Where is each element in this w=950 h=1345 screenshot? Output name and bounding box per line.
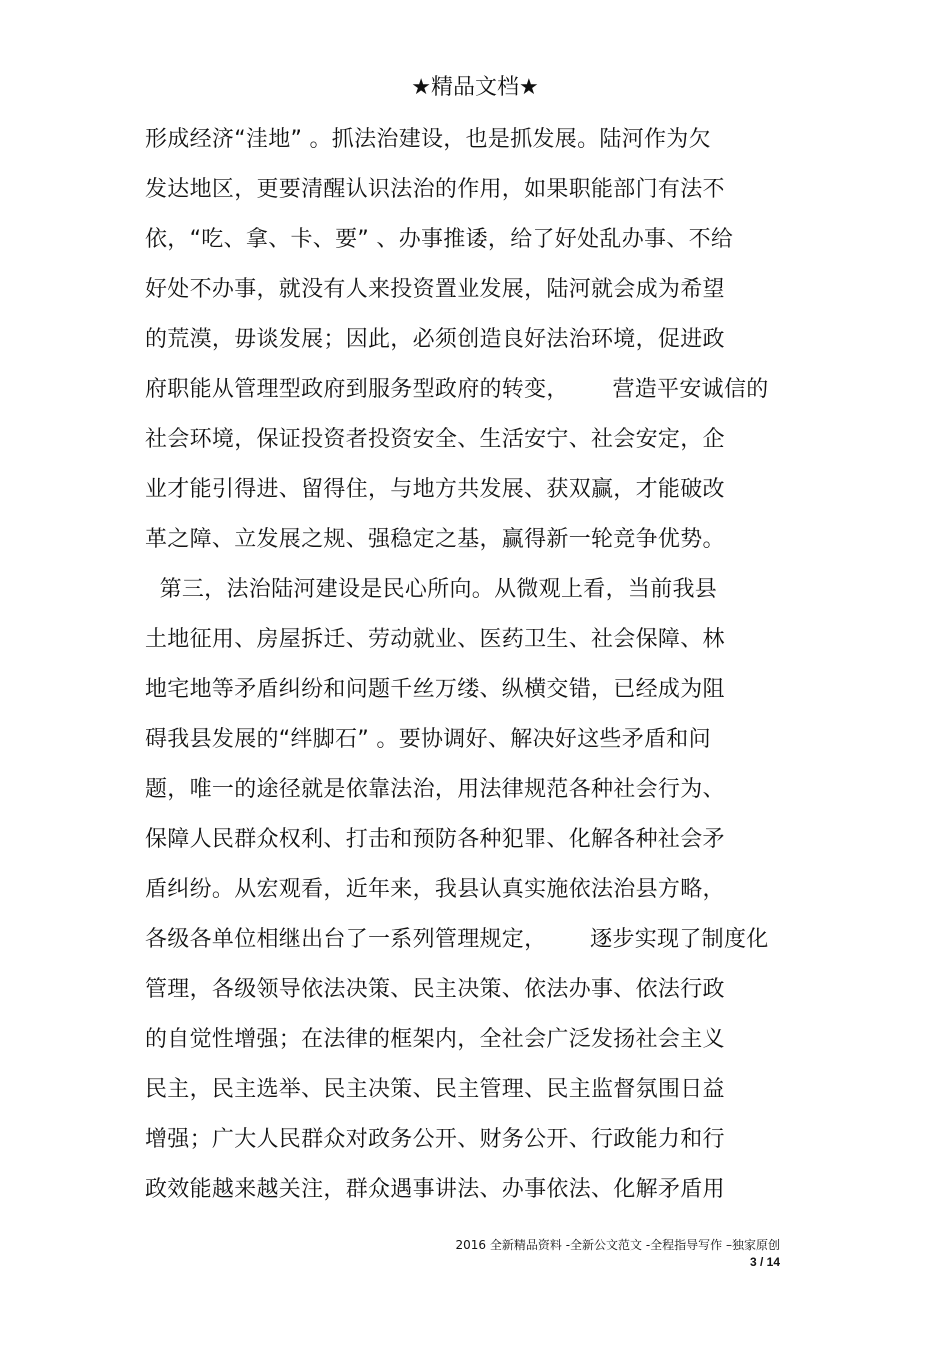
body-text	[145, 124, 805, 1224]
page-header-title: ★精品文档★	[411, 75, 539, 100]
text-line: 依，“吃、拿、卡、要” 、办事推诿，给了好处乱办事、不给	[145, 227, 734, 252]
text-line: 革之障、立发展之规、强稳定之基，赢得新一轮竞争优势。	[145, 527, 725, 552]
text-line: 各级各单位相继出台了一系列管理规定， 逐步实现了制度化	[145, 927, 769, 952]
footer-note: 2016 全新精品资料 -全新公文范文 -全程指导写作 –独家原创	[455, 1238, 780, 1252]
page-number: 3 / 14	[749, 1255, 780, 1269]
text-line: 的荒漠，毋谈发展；因此，必须创造良好法治环境，促进政	[145, 327, 725, 352]
text-line: 盾纠纷。从宏观看，近年来，我县认真实施依法治县方略，	[145, 877, 725, 902]
text-line: 管理，各级领导依法决策、民主决策、依法办事、依法行政	[145, 977, 725, 1002]
text-line: 土地征用、房屋拆迁、劳动就业、医药卫生、社会保障、林	[145, 627, 725, 652]
text-line: 业才能引得进、留得住，与地方共发展、获双赢，才能破改	[145, 477, 725, 502]
text-line: 题，唯一的途径就是依靠法治，用法律规范各种社会行为、	[145, 777, 725, 802]
text-line: 发达地区，更要清醒认识法治的作用，如果职能部门有法不	[145, 177, 725, 202]
text-line: 民主，民主选举、民主决策、民主管理、民主监督氛围日益	[145, 1077, 725, 1102]
page-footer	[380, 1236, 780, 1270]
text-line: 府职能从管理型政府到服务型政府的转变， 营造平安诚信的	[145, 377, 769, 402]
text-line: 政效能越来越关注，群众遇事讲法、办事依法、化解矛盾用	[145, 1177, 725, 1202]
text-line: 增强；广大人民群众对政务公开、财务公开、行政能力和行	[145, 1127, 725, 1152]
text-line: 地宅地等矛盾纠纷和问题千丝万缕、纵横交错，已经成为阻	[145, 677, 725, 702]
text-line: 第三，法治陆河建设是民心所向。从微观上看，当前我县	[145, 577, 718, 602]
text-line: 好处不办事，就没有人来投资置业发展，陆河就会成为希望	[145, 277, 725, 302]
text-line: 保障人民群众权利、打击和预防各种犯罪、化解各种社会矛	[145, 827, 725, 852]
text-line: 形成经济“洼地” 。抓法治建设，也是抓发展。陆河作为欠	[145, 127, 711, 152]
text-line: 碍我县发展的“绊脚石” 。要协调好、解决好这些矛盾和问	[145, 727, 711, 752]
text-line: 社会环境，保证投资者投资安全、生活安宁、社会安定，企	[145, 427, 725, 452]
text-line: 的自觉性增强；在法律的框架内，全社会广泛发扬社会主义	[145, 1027, 725, 1052]
